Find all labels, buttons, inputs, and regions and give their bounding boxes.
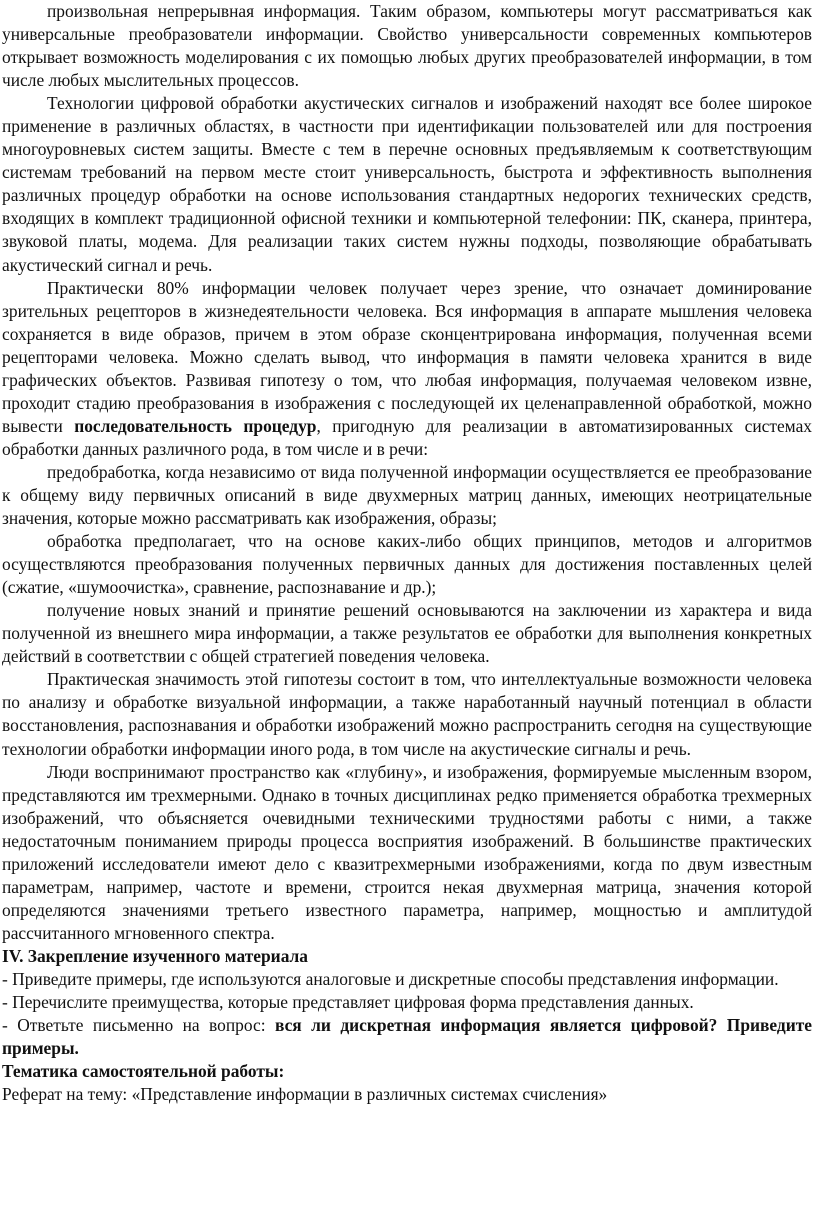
paragraph-vision-information [2, 277, 812, 461]
question-item-2: - Перечислите преимущества, которые представляет цифровая форма представления данных. [2, 992, 694, 1013]
paragraph-universal-converters: произвольная непрерывная информация. Таким образом, компьютеры могут рассматриваться как универсальные преобразователи информации. Свойство универсальности современных компьютеров открывает возможность моделирования с их помощью любых других преобразователей информации, в том числе любых мыслительных процессов. [2, 1, 812, 91]
section-heading-consolidation: IV. Закрепление изученного материала [2, 945, 308, 966]
paragraph-digital-processing: Технологии цифровой обработки акустических сигналов и изображений находят все более широкое применение в различных областях, в частности при идентификации пользователей или для построения многоуровневых систем защиты. Вместе с тем в перечне основных предъявляемым к соответствующим системам требований на первом месте стоит универсальность, быстрота и эффективность выполнения различных процедур обработки на основе использования стандартных недорогих технических средств, входящих в комплект традиционной офисной техники и компьютерной телефонии: ПК, сканера, принтера, звуковой платы, модема. Для реализации таких систем нужны подходы, позволяющие обрабатывать акустический сигнал и речь. [2, 93, 812, 275]
paragraph-knowledge-decisions: получение новых знаний и принятие решений основываются на заключении из характера и вида полученной из внешнего мира информации, а также результатов ее обработки для выполнения конкретных действий в соответствии с общей стратегией поведения человека. [2, 600, 812, 667]
bold-term-procedure-sequence: последовательность процедур [74, 415, 317, 436]
paragraph-practical-significance: Практическая значимость этой гипотезы состоит в том, что интеллектуальные возможности человека по анализу и обработке визуальной информации, а также наработанный научный потенциал в области восстановления, распознавания и обработки изображений можно распространить сегодня на существующие технологии обработки информации иного рода, в том числе на акустические сигналы и речь. [2, 669, 812, 759]
paragraph-depth-perception: Люди воспринимают пространство как «глубину», и изображения, формируемые мысленным взором, представляются им трехмерными. Однако в точных дисциплинах редко применяется обработка трехмерных изображений, что объясняется очевидными техническими трудностями работы с ними, а также недостаточным пониманием природы процесса восприятия изображений. В большинстве практических приложений исследователи имеют дело с квазитрехмерными изображениями, когда по двум известным параметрам, например, частоте и времени, строится некая двухмерная матрица, значения которой определяются значениями третьего известного параметра, например, мощностью и амплитудой рассчитанного мгновенного спектра. [2, 761, 812, 943]
text-run: - Ответьте письменно на вопрос: [2, 1015, 275, 1036]
text-run: Практически 80% информации человек получает через зрение, что означает доминирование зрительных рецепторов в жизнедеятельности человека. Вся информация в аппарате мышления человека сохраняется в виде образов, причем в этом образе сконцентрирована информация, полученная всеми рецепторами человека. Можно сделать вывод, что информация в памяти человека хранится в виде графических объектов. Развивая гипотезу о том, что любая информация, получаемая человеком извне, проходит стадию преобразования в изображения с последующей их целенаправленной обработкой, можно вывести [2, 277, 812, 436]
paragraph-processing: обработка предполагает, что на основе каких-либо общих принципов, методов и алгоритмов осуществляются преобразования полученных первичных данных для достижения поставленных целей (сжатие, «шумоочистка», сравнение, распознавание и др.); [2, 531, 812, 598]
question-item-1: - Приведите примеры, где используются аналоговые и дискретные способы представления информации. [2, 968, 779, 989]
question-item-3 [2, 1014, 812, 1060]
bold-question: вся ли дискретная информация является цифровой? Приведите примеры. [2, 1015, 812, 1059]
self-work-heading: Тематика самостоятельной работы: [2, 1061, 285, 1082]
self-work-topic: Реферат на тему: «Представление информации в различных системах счисления» [2, 1084, 608, 1105]
text-run: , пригодную для реализации в автоматизированных системах обработки данных различного рода, в том числе и в речи: [2, 415, 812, 459]
paragraph-preprocessing: предобработка, когда независимо от вида полученной информации осуществляется ее преобразование к общему виду первичных описаний в виде двухмерных матриц данных, имеющих неотрицательные значения, которые можно рассматривать как изображения, образы; [2, 461, 812, 529]
